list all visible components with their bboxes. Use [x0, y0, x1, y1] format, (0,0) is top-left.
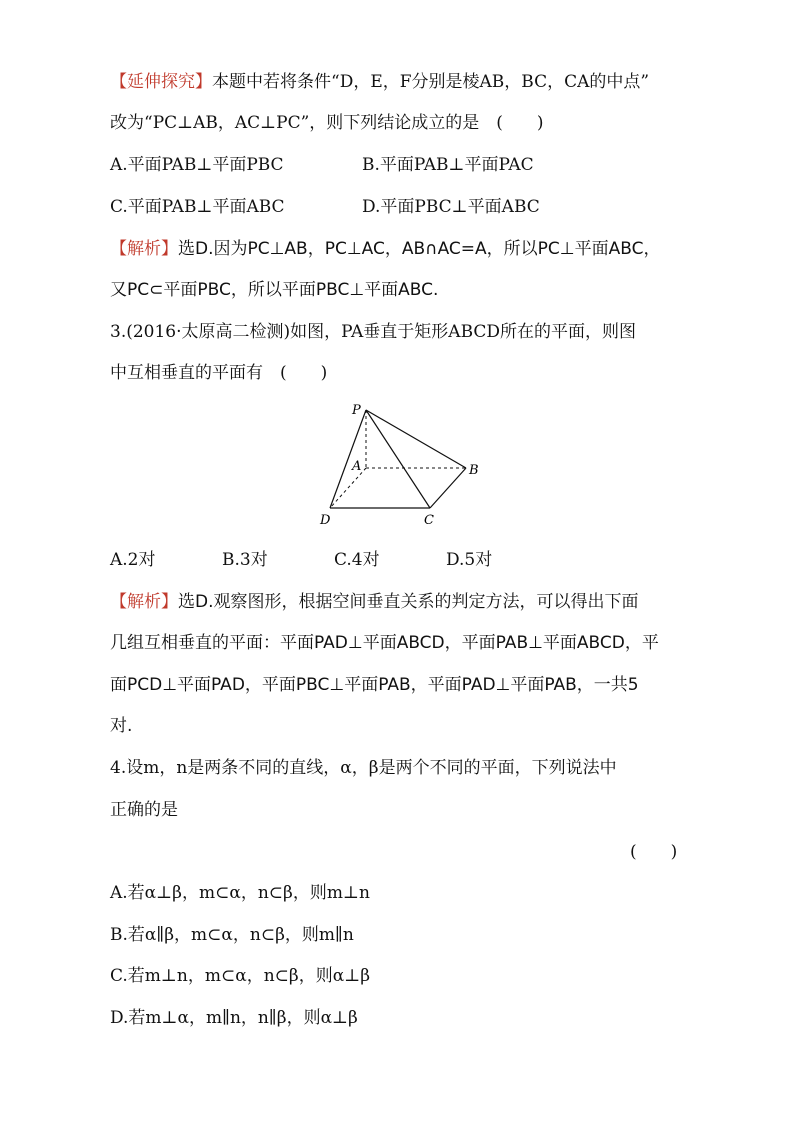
extension-tag: 【延伸探究】	[110, 72, 212, 92]
q4-line-1: 4.设m，n是两条不同的直线，α，β是两个不同的平面，下列说法中	[110, 758, 617, 778]
edge-ad	[330, 468, 366, 508]
q4-option-b: B.若α∥β，m⊂α，n⊂β，则m∥n	[110, 925, 354, 945]
label-d: D	[320, 513, 331, 528]
q3-solution-line-3: 面PCD⊥平面PAD，平面PBC⊥平面PAB，平面PAD⊥平面PAB，一共5	[110, 675, 639, 695]
extension-line-2: 改为“PC⊥AB，AC⊥PC”，则下列结论成立的是 ( )	[110, 113, 544, 133]
q4-line-2: 正确的是	[110, 800, 178, 820]
ext-solution	[110, 237, 660, 261]
q3-solution-line-4: 对.	[110, 716, 133, 736]
label-a: A	[352, 459, 362, 474]
q3-option-a: A.2对	[110, 550, 156, 570]
q3-option-c: C.4对	[334, 550, 380, 570]
label-p: P	[352, 403, 361, 418]
q4-answer-paren: ( )	[630, 842, 678, 862]
ext-solution-line-1: 选D.因为PC⊥AB，PC⊥AC，AB∩AC=A，所以PC⊥平面ABC，	[178, 239, 661, 259]
ext-option-b: B.平面PAB⊥平面PAC	[362, 155, 534, 175]
q3-solution-line-2: 几组互相垂直的平面：平面PAD⊥平面ABCD，平面PAB⊥平面ABCD，平	[110, 633, 659, 653]
ext-option-d: D.平面PBC⊥平面ABC	[362, 197, 540, 217]
q4-option-a: A.若α⊥β，m⊂α，n⊂β，则m⊥n	[110, 883, 370, 903]
q3-line-2: 中互相垂直的平面有 ( )	[110, 363, 328, 383]
pyramid-figure	[318, 398, 488, 530]
extension-question	[110, 70, 649, 94]
label-b: B	[469, 463, 479, 478]
q4-option-d: D.若m⊥α，m∥n，n∥β，则α⊥β	[110, 1008, 358, 1028]
q3-option-b: B.3对	[222, 550, 268, 570]
q4-option-c: C.若m⊥n，m⊂α，n⊂β，则α⊥β	[110, 966, 371, 986]
q3-option-d: D.5对	[446, 550, 493, 570]
label-c: C	[424, 513, 434, 528]
q3-solution-line-1: 选D.观察图形，根据空间垂直关系的判定方法，可以得出下面	[178, 592, 639, 612]
ext-solution-line-2: 又PC⊂平面PBC，所以平面PBC⊥平面ABC.	[110, 280, 439, 300]
q3-line-1: 3.(2016·太原高二检测)如图，PA垂直于矩形ABCD所在的平面，则图	[110, 322, 637, 342]
edge-cb	[430, 468, 466, 508]
ext-solution-tag: 【解析】	[110, 239, 178, 259]
edge-pc	[366, 410, 430, 508]
q3-solution-tag: 【解析】	[110, 592, 178, 612]
ext-option-a: A.平面PAB⊥平面PBC	[110, 155, 284, 175]
extension-line-1: 本题中若将条件“D，E，F分别是棱AB，BC，CA的中点”	[212, 72, 650, 92]
q3-solution	[110, 590, 639, 614]
edge-pb	[366, 410, 466, 468]
ext-option-c: C.平面PAB⊥平面ABC	[110, 197, 285, 217]
